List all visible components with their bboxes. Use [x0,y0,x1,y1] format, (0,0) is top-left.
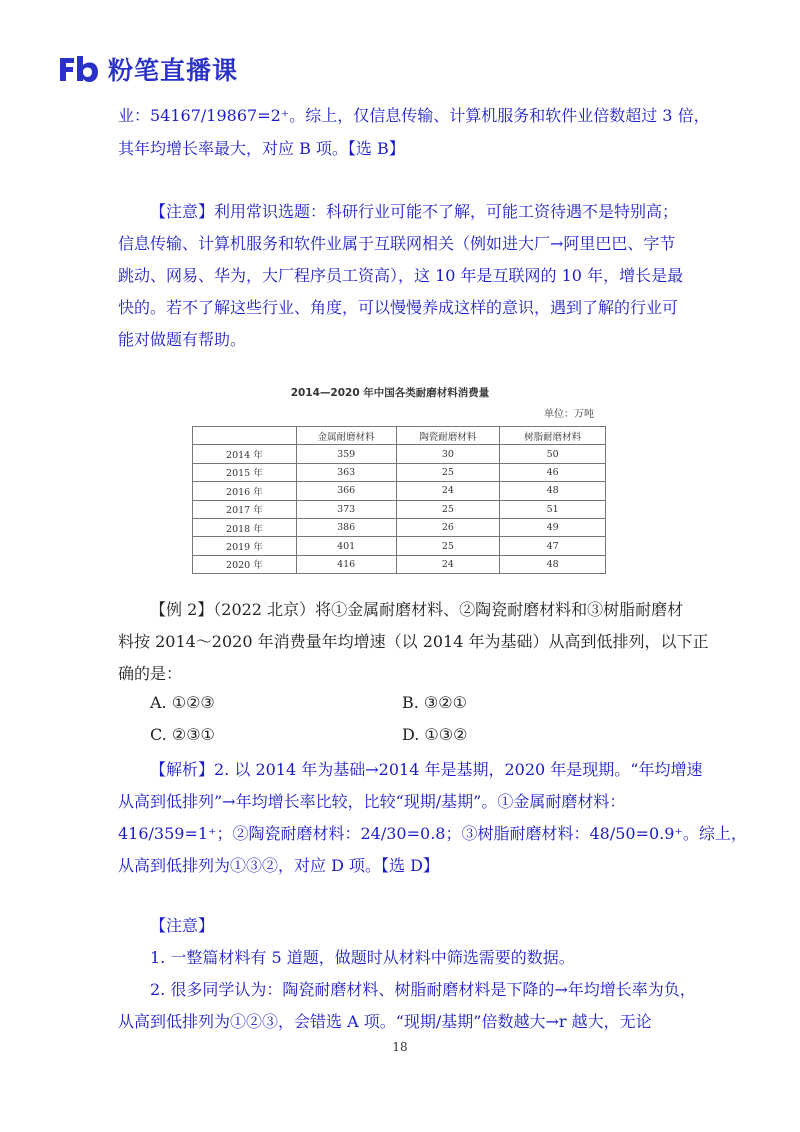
note-line: 快的。若不了解这些行业、角度，可以慢慢养成这样的意识，遇到了解的行业可 [118,298,679,317]
table-cell: 366 [296,482,396,500]
table-cell: 47 [500,537,606,555]
analysis-line: 【解析】2. 以 2014 年为基础→2014 年是基期，2020 年是现期。“年均增速 [150,760,703,779]
table-cell: 2015 年 [193,463,297,481]
table-row [193,445,606,463]
option-d: D. ①③② [402,725,468,744]
analysis-line: 416/359=1⁺；②陶瓷耐磨材料：24/30=0.8；③树脂耐磨材料：48/50=0.9⁺。综上， [118,824,747,843]
question-line: 【例 2】（2022 北京）将①金属耐磨材料、②陶瓷耐磨材料和③树脂耐磨材 [150,600,684,619]
note2-item: 2. 很多同学认为：陶瓷耐磨材料、树脂耐磨材料是下降的→年均增长率为负， [150,980,696,999]
brand-name: 粉笔直播课 [108,56,239,85]
table-cell: 363 [296,463,396,481]
table-cell: 2019 年 [193,537,297,555]
table-unit: 单位：万吨 [544,409,594,420]
note2-heading: 【注意】 [150,916,215,935]
question-line: 料按 2014～2020 年消费量年均增速（以 2014 年为基础）从高到低排列，以下正 [118,632,709,651]
option-b: B. ③②① [402,693,467,712]
analysis-line: 从高到低排列为①③②，对应 D 项。【选 D】 [118,856,439,875]
table-row [193,518,606,536]
table-cell: 373 [296,500,396,518]
question-line: 确的是： [118,664,183,683]
option-a: A. ①②③ [150,693,215,712]
table-cell: 386 [296,518,396,536]
table-row [193,482,606,500]
table-cell: 50 [500,445,606,463]
table-row [193,537,606,555]
table-cell: 48 [500,555,606,573]
table-cell: 24 [396,482,500,500]
note-line: 跳动、网易、华为，大厂程序员工资高），这 10 年是互联网的 10 年，增长是最 [118,266,684,285]
table-header-row [193,427,606,445]
table-cell: 2016 年 [193,482,297,500]
note2-item: 从高到低排列为①②③，会错选 A 项。“现期/基期”倍数越大→r 越大，无论 [118,1012,652,1031]
table-cell: 30 [396,445,500,463]
table-cell: 401 [296,537,396,555]
consumption-table [192,426,606,574]
table-header-cell [193,427,297,445]
table-title: 2014—2020 年中国各类耐磨材料消费量 [290,387,490,399]
table-cell: 2017 年 [193,500,297,518]
analysis-line: 从高到低排列”→年均增长率比较，比较“现期/基期”。①金属耐磨材料： [118,792,626,811]
table-cell: 25 [396,500,500,518]
table-cell: 46 [500,463,606,481]
table-cell: 25 [396,537,500,555]
table-cell: 25 [396,463,500,481]
table-cell: 24 [396,555,500,573]
table-cell: 2018 年 [193,518,297,536]
page-number: 18 [392,1040,408,1054]
table-header-cell: 金属耐磨材料 [296,427,396,445]
table-row [193,555,606,573]
table-cell: 26 [396,518,500,536]
table-header-cell: 陶瓷耐磨材料 [396,427,500,445]
paragraph-line: 其年均增长率最大，对应 B 项。【选 B】 [118,139,405,158]
option-c: C. ②③① [150,725,215,744]
table-row [193,500,606,518]
table-cell: 51 [500,500,606,518]
note-line: 能对做题有帮助。 [118,330,247,349]
table-cell: 359 [296,445,396,463]
table-row [193,463,606,481]
table-cell: 49 [500,518,606,536]
table-cell: 416 [296,555,396,573]
table-cell: 2020 年 [193,555,297,573]
brand-logo [58,52,238,86]
table-cell: 2014 年 [193,445,297,463]
note-line: 信息传输、计算机服务和软件业属于互联网相关（例如进大厂→阿里巴巴、字节 [118,234,676,253]
note2-item: 1. 一整篇材料有 5 道题，做题时从材料中筛选需要的数据。 [150,948,575,967]
note-line: 【注意】利用常识选题：科研行业可能不了解，可能工资待遇不是特别高； [150,202,679,221]
table-header-cell: 树脂耐磨材料 [500,427,606,445]
fb-logo-icon [58,54,100,84]
table-cell: 48 [500,482,606,500]
paragraph-line: 业：54167/19867=2⁺。综上，仅信息传输、计算机服务和软件业倍数超过 3 倍， [118,106,710,125]
